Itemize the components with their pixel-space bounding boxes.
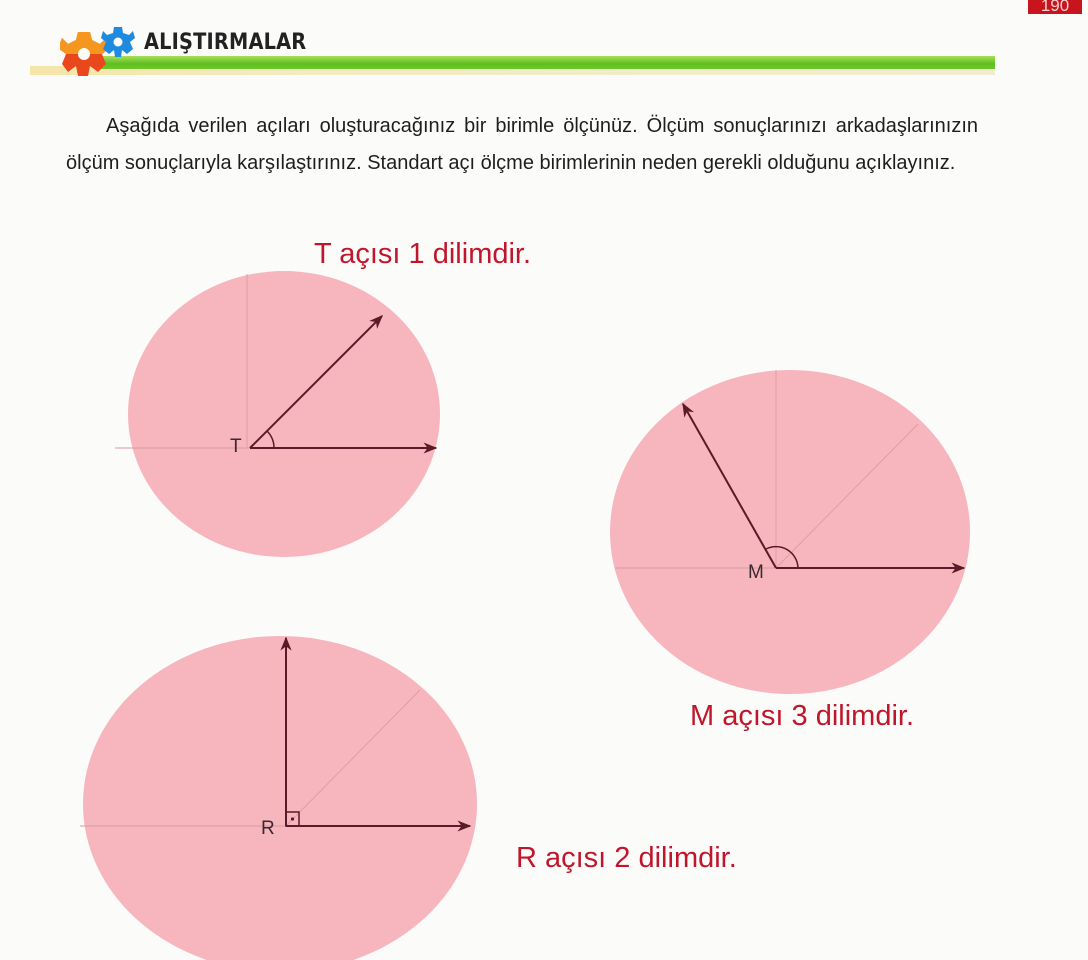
angle-r-figure: [80, 636, 477, 960]
angle-m-figure: [610, 370, 970, 694]
vertex-label-t: T: [230, 436, 242, 457]
vertex-label-r: R: [261, 818, 275, 839]
page-number: 190: [1028, 0, 1082, 14]
section-title: ALIŞTIRMALAR: [144, 30, 307, 55]
angle-t-figure: [115, 271, 440, 557]
caption-angle-m: M açısı 3 dilimdir.: [690, 700, 914, 732]
caption-angle-t: T açısı 1 dilimdir.: [314, 238, 532, 270]
vertex-label-m: M: [748, 562, 764, 583]
caption-angle-r: R açısı 2 dilimdir.: [516, 842, 737, 874]
instructions-paragraph: Aşağıda verilen açıları oluşturacağınız bir birimle ölçünüz. Ölçüm sonuçlarınızı arkadaşlarınızın ölçüm sonuçlarıyla karşılaştırınız. Standart açı ölçme birimlerinin neden gerekli olduğunu açıklayınız.: [66, 115, 978, 174]
